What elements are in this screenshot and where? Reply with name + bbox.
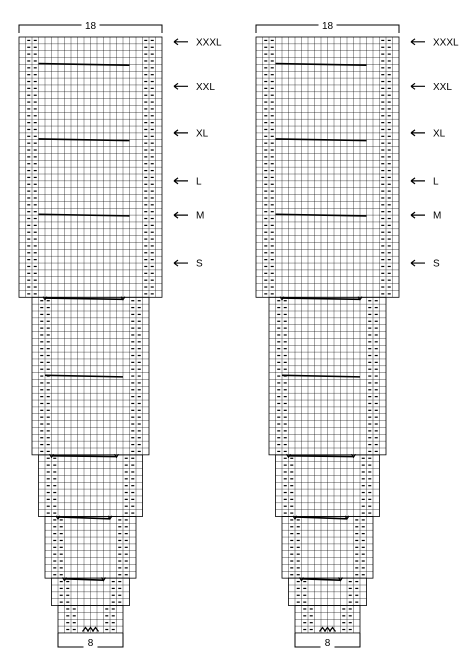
size-marker-xxl bbox=[411, 82, 452, 93]
chart-a2-top-stitch-count: 18 bbox=[321, 21, 334, 32]
arrow-left-icon bbox=[174, 178, 188, 184]
chart-a1-top-stitch-count: 18 bbox=[84, 21, 97, 32]
size-label: L bbox=[196, 176, 202, 188]
size-label: S bbox=[433, 258, 440, 270]
decrease-line bbox=[39, 139, 130, 141]
decrease-line bbox=[65, 579, 104, 580]
chart-a2-bottom-stitch-count: 8 bbox=[324, 637, 331, 649]
size-label: XL bbox=[196, 128, 209, 140]
chart-a1 bbox=[19, 19, 222, 650]
decrease-line bbox=[276, 64, 367, 66]
arrow-left-icon bbox=[174, 39, 188, 45]
size-label: S bbox=[196, 258, 203, 270]
size-label: L bbox=[433, 176, 439, 188]
arrow-left-icon bbox=[411, 178, 425, 184]
arrow-left-icon bbox=[174, 130, 188, 136]
size-label: XXL bbox=[433, 81, 452, 93]
size-label: XXXL bbox=[433, 37, 459, 49]
decrease-line bbox=[58, 517, 110, 519]
size-marker-l bbox=[411, 176, 439, 187]
chart-a2 bbox=[256, 19, 459, 650]
size-marker-xxxl bbox=[174, 37, 222, 48]
size-marker-xxl bbox=[174, 82, 215, 93]
size-marker-m bbox=[174, 211, 204, 222]
decrease-line bbox=[39, 64, 130, 66]
chart-a1-size-markers bbox=[174, 37, 222, 269]
decrease-line bbox=[39, 214, 130, 216]
cast-on-symbol bbox=[93, 628, 99, 632]
size-label: XXXL bbox=[196, 37, 222, 49]
arrow-left-icon bbox=[411, 83, 425, 89]
size-marker-m bbox=[411, 211, 441, 222]
arrow-left-icon bbox=[411, 260, 425, 266]
decrease-line bbox=[45, 298, 123, 299]
decrease-line bbox=[52, 456, 117, 457]
size-marker-s bbox=[174, 259, 203, 270]
size-marker-xl bbox=[411, 128, 446, 139]
arrow-left-icon bbox=[174, 260, 188, 266]
chart-a1-bottom-stitch-count: 8 bbox=[87, 637, 94, 649]
size-marker-s bbox=[411, 259, 440, 270]
size-label: M bbox=[196, 210, 205, 222]
decrease-line bbox=[276, 139, 367, 141]
arrow-left-icon bbox=[411, 39, 425, 45]
decrease-line bbox=[302, 579, 341, 580]
decrease-line bbox=[45, 375, 123, 377]
arrow-left-icon bbox=[174, 83, 188, 89]
arrow-left-icon bbox=[174, 212, 188, 218]
decrease-line bbox=[282, 375, 360, 377]
decrease-line bbox=[276, 214, 367, 216]
decrease-line bbox=[282, 298, 360, 299]
size-label: XL bbox=[433, 128, 446, 140]
decrease-line bbox=[289, 456, 354, 457]
decrease-line bbox=[295, 517, 347, 519]
size-label: M bbox=[433, 210, 442, 222]
cast-on-symbol bbox=[330, 628, 336, 632]
size-label: XXL bbox=[196, 81, 215, 93]
chart-a2-size-markers bbox=[411, 37, 459, 269]
size-marker-xxxl bbox=[411, 37, 459, 48]
arrow-left-icon bbox=[411, 212, 425, 218]
size-marker-l bbox=[174, 176, 202, 187]
size-marker-xl bbox=[174, 128, 209, 139]
arrow-left-icon bbox=[411, 130, 425, 136]
